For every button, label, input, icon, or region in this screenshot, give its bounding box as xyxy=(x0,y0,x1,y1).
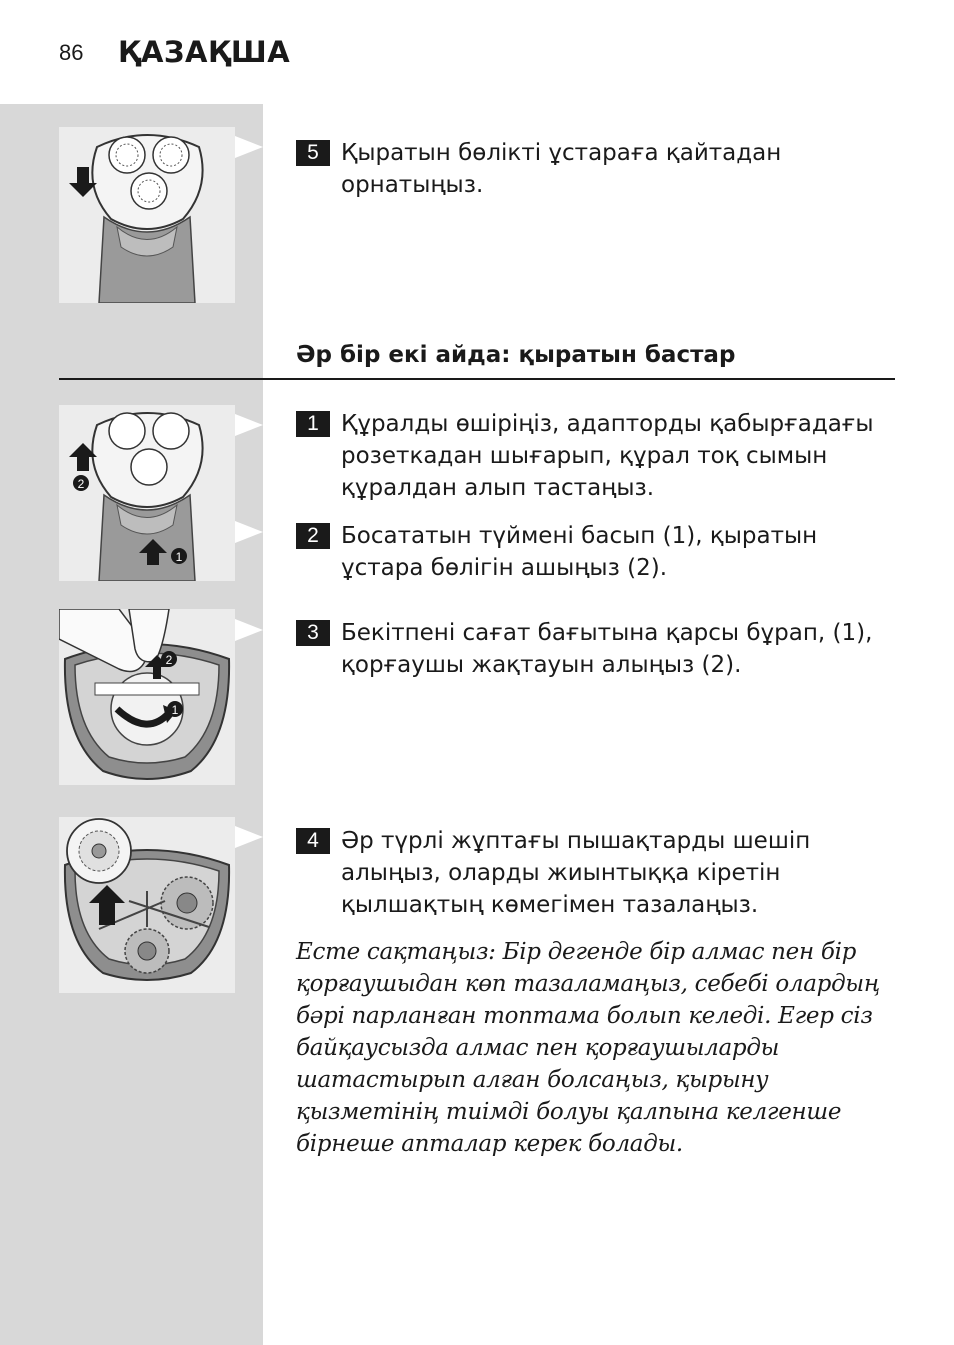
svg-text:2: 2 xyxy=(165,653,173,667)
figure-remove-cutters xyxy=(59,817,235,993)
note-paragraph: Есте сақтаңыз: Бір дегенде бір алмас пен бір қорғаушыдан көп тазаламаңыз, себебі олардың бәрі парланған топтама болып келеді. Егер сіз байқаусызда алмас пен қорғаушыларды шатастырып алған болсаңыз, қырыну қызметінің тиімді болуы қалпына келгенше бірнеше апталар керек болады. xyxy=(296,939,880,1157)
page-title: ҚАЗАҚША xyxy=(118,35,291,69)
step-1 xyxy=(296,408,896,504)
section-heading: Әр бір екі айда: қыратын бастар xyxy=(296,342,736,368)
step-text: Қыратын бөлікті ұстараға қайтадан орнатыңыз. xyxy=(341,140,782,198)
step-text: Бекітпені сағат бағытына қарсы бұрап, (1), қорғаушы жақтауын алыңыз (2). xyxy=(341,620,873,678)
step-3 xyxy=(296,617,896,681)
figure-reattach-shaving-unit xyxy=(59,127,235,303)
step-number: 3 xyxy=(296,620,330,646)
step-number: 1 xyxy=(296,411,330,437)
figure-pointer xyxy=(235,619,263,641)
step-number: 2 xyxy=(296,523,330,549)
step-number: 4 xyxy=(296,828,330,854)
step-number: 5 xyxy=(296,140,330,166)
step-2 xyxy=(296,520,896,584)
figure-pointer xyxy=(235,414,263,436)
figure-pointer xyxy=(235,136,263,158)
step-5 xyxy=(296,137,896,201)
page-number: 86 xyxy=(59,40,84,65)
figure-pointer xyxy=(235,521,263,543)
step-text: Әр түрлі жұптағы пышақтарды шешіп алыңыз, оларды жиынтыққа кіретін қылшақтың көмегімен тазалаңыз. xyxy=(341,828,811,918)
section-divider xyxy=(59,378,895,380)
figure-pointer xyxy=(235,826,263,848)
step-text: Құралды өшіріңіз, адапторды қабырғадағы розеткадан шығарып, құрал тоқ сымын құралдан алып тастаңыз. xyxy=(341,411,874,501)
svg-text:2: 2 xyxy=(77,477,85,491)
svg-text:1: 1 xyxy=(171,703,179,717)
figure-open-shaving-unit xyxy=(59,405,235,581)
svg-text:1: 1 xyxy=(175,550,183,564)
step-4 xyxy=(296,825,896,921)
step-text: Босататын түймені басып (1), қыратын ұстара бөлігін ашыңыз (2). xyxy=(341,523,818,581)
figure-remove-retaining-frame xyxy=(59,609,235,785)
